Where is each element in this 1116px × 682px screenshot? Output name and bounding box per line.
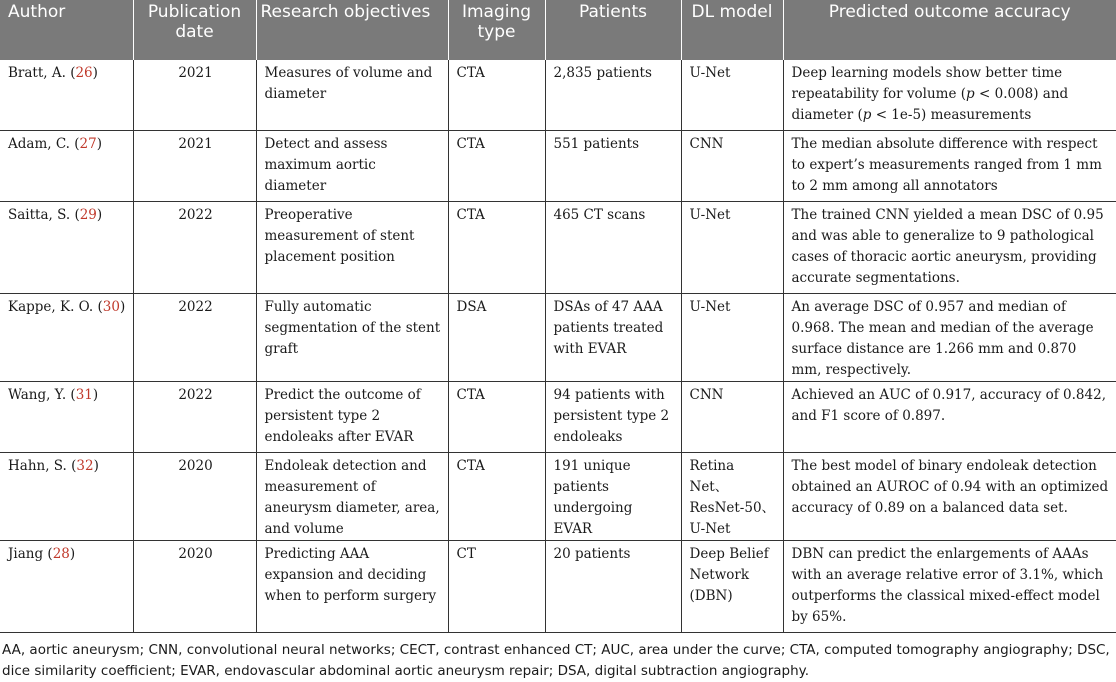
model-cell: U-Net [681, 202, 783, 294]
header-publication-date: Publication date [133, 0, 256, 60]
date-cell: 2021 [133, 60, 256, 131]
accuracy-cell: The best model of binary endoleak detection obtained an AUROC of 0.94 with an optimized accuracy of 0.89 on a balanced data set. [783, 453, 1116, 541]
model-cell: CNN [681, 131, 783, 202]
patients-cell: DSAs of 47 AAA patients treated with EVAR [545, 294, 681, 382]
reference-link[interactable]: 30 [102, 299, 120, 315]
objectives-cell: Preoperative measurement of stent placement position [256, 202, 448, 294]
author-cell: Wang, Y. (31) [0, 382, 133, 453]
model-cell: Retina Net、ResNet-50、U-Net [681, 453, 783, 541]
date-cell: 2020 [133, 541, 256, 633]
date-cell: 2022 [133, 382, 256, 453]
author-name: Hahn, S. [8, 458, 67, 474]
reference-link[interactable]: 26 [75, 65, 93, 81]
header-research-objectives: Research objectives [256, 0, 448, 60]
reference-link[interactable]: 32 [76, 458, 94, 474]
author-name: Jiang [8, 546, 44, 562]
author-name: Wang, Y. [8, 387, 67, 403]
model-cell: U-Net [681, 294, 783, 382]
author-cell: Kappe, K. O. (30) [0, 294, 133, 382]
author-cell: Hahn, S. (32) [0, 453, 133, 541]
imaging-cell: CTA [448, 382, 545, 453]
patients-cell: 20 patients [545, 541, 681, 633]
reference-link[interactable]: 28 [52, 546, 70, 562]
header-dl-model: DL model [681, 0, 783, 60]
table-footnote: AA, aortic aneurysm; CNN, convolutional neural networks; CECT, contrast enhanced CT; AUC, area under the curve; CTA, computed tomography angiography; DSC, dice similarity coefficient; EVAR, endovascular abdominal aortic aneurysm repair; DSA, digital subtraction angiography. [2, 642, 1110, 679]
author-cell: Jiang (28) [0, 541, 133, 633]
header-imaging-type: Imaging type [448, 0, 545, 60]
author-cell: Saitta, S. (29) [0, 202, 133, 294]
objectives-cell: Predict the outcome of persistent type 2 endoleaks after EVAR [256, 382, 448, 453]
table-row [0, 294, 1116, 382]
accuracy-cell: Deep learning models show better time repeatability for volume (p < 0.008) and diameter (p < 1e-5) measurements [783, 60, 1116, 131]
patients-cell: 551 patients [545, 131, 681, 202]
accuracy-cell: The trained CNN yielded a mean DSC of 0.95 and was able to generalize to 9 pathological cases of thoracic aortic aneurysm, providing accurate segmentations. [783, 202, 1116, 294]
model-cell: U-Net [681, 60, 783, 131]
table-row [0, 202, 1116, 294]
patients-cell: 94 patients with persistent type 2 endoleaks [545, 382, 681, 453]
imaging-cell: CTA [448, 453, 545, 541]
objectives-cell: Predicting AAA expansion and deciding when to perform surgery [256, 541, 448, 633]
accuracy-cell: DBN can predict the enlargements of AAAs with an average relative error of 3.1%, which outperforms the classical mixed-effect model by 65%. [783, 541, 1116, 633]
table-row [0, 382, 1116, 453]
model-cell: CNN [681, 382, 783, 453]
objectives-cell: Fully automatic segmentation of the stent graft [256, 294, 448, 382]
table-row [0, 60, 1116, 131]
imaging-cell: DSA [448, 294, 545, 382]
table-row [0, 453, 1116, 541]
author-name: Kappe, K. O. [8, 299, 94, 315]
author-cell: Adam, C. (27) [0, 131, 133, 202]
patients-cell: 465 CT scans [545, 202, 681, 294]
imaging-cell: CT [448, 541, 545, 633]
objectives-cell: Detect and assess maximum aortic diameter [256, 131, 448, 202]
reference-link[interactable]: 31 [75, 387, 93, 403]
reference-link[interactable]: 29 [79, 207, 97, 223]
imaging-cell: CTA [448, 60, 545, 131]
objectives-cell: Measures of volume and diameter [256, 60, 448, 131]
date-cell: 2022 [133, 294, 256, 382]
patients-cell: 2,835 patients [545, 60, 681, 131]
date-cell: 2021 [133, 131, 256, 202]
imaging-cell: CTA [448, 202, 545, 294]
model-cell: Deep Belief Network (DBN) [681, 541, 783, 633]
author-name: Adam, C. [8, 136, 70, 152]
header-row [0, 0, 1116, 60]
accuracy-cell: The median absolute difference with respect to expert’s measurements ranged from 1 mm to 2 mm among all annotators [783, 131, 1116, 202]
imaging-cell: CTA [448, 131, 545, 202]
table-row [0, 541, 1116, 633]
author-name: Saitta, S. [8, 207, 71, 223]
date-cell: 2020 [133, 453, 256, 541]
objectives-cell: Endoleak detection and measurement of aneurysm diameter, area, and volume [256, 453, 448, 541]
date-cell: 2022 [133, 202, 256, 294]
header-patients: Patients [545, 0, 681, 60]
accuracy-cell: Achieved an AUC of 0.917, accuracy of 0.842, and F1 score of 0.897. [783, 382, 1116, 453]
reference-link[interactable]: 27 [79, 136, 97, 152]
author-cell: Bratt, A. (26) [0, 60, 133, 131]
header-predicted-outcome-accuracy: Predicted outcome accuracy [783, 0, 1116, 60]
author-name: Bratt, A. [8, 65, 66, 81]
patients-cell: 191 unique patients undergoing EVAR [545, 453, 681, 541]
header-author: Author [0, 0, 133, 60]
accuracy-cell: An average DSC of 0.957 and median of 0.968. The mean and median of the average surface distance are 1.266 mm and 0.870 mm, respectively. [783, 294, 1116, 382]
table-row [0, 131, 1116, 202]
